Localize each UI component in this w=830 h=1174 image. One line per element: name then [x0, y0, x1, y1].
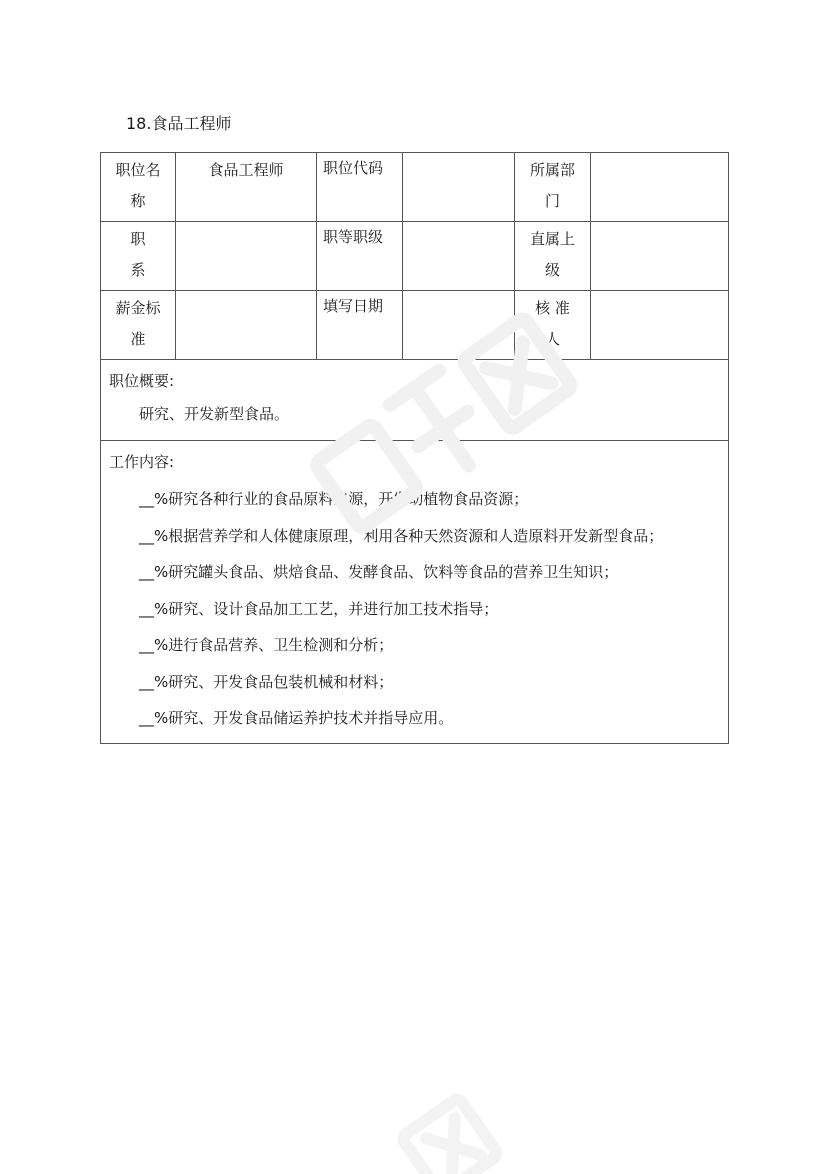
job-info-table — [100, 152, 729, 744]
table-row — [101, 153, 729, 222]
table-row — [101, 291, 729, 360]
salary-standard-value — [176, 291, 317, 360]
list-item: __%根据营养学和人体健康原理，利用各种天然资源和人造原料开发新型食品； — [139, 526, 664, 545]
list-item: __%研究、开发食品包装机械和材料； — [139, 672, 394, 691]
position-code-label: 职位代码 — [317, 153, 403, 222]
department-value — [591, 153, 729, 222]
list-item: __%研究各种行业的食品原料来源，开发动植物食品资源； — [139, 490, 529, 508]
department-label: 所属部 门 — [515, 153, 591, 222]
salary-standard-label: 薪金标 准 — [101, 291, 176, 360]
approver-value — [591, 291, 729, 360]
fill-date-value — [403, 291, 515, 360]
summary-row — [101, 360, 729, 441]
grade-level-label: 职等职级 — [317, 222, 403, 291]
fill-date-label: 填写日期 — [317, 291, 403, 360]
duty-list — [109, 481, 728, 737]
summary-label: 职位概要: — [109, 372, 175, 390]
position-code-value — [403, 153, 515, 222]
approver-label: 核 准 人 — [515, 291, 591, 360]
summary-section — [101, 360, 729, 441]
list-item: __%进行食品营养、卫生检测和分析； — [139, 636, 394, 654]
list-item: __%研究、开发食品储运养护技术并指导应用。 — [139, 709, 454, 727]
duties-row — [101, 441, 729, 744]
job-family-value — [176, 222, 317, 291]
grade-level-value — [403, 222, 515, 291]
list-item: __%研究、设计食品加工工艺，并进行加工技术指导； — [139, 599, 499, 618]
position-name-value: 食品工程师 — [176, 153, 317, 222]
job-family-label: 职 系 — [101, 222, 176, 291]
position-name-label: 职位名 称 — [101, 153, 176, 222]
table-row — [101, 222, 729, 291]
watermark-graphic-bottom — [360, 1060, 560, 1174]
duties-section — [101, 441, 729, 744]
document-title: 18.食品工程师 — [126, 114, 232, 133]
summary-text: 研究、开发新型食品。 — [139, 405, 290, 423]
direct-supervisor-value — [591, 222, 729, 291]
direct-supervisor-label: 直属上 级 — [515, 222, 591, 291]
duties-label: 工作内容: — [109, 453, 175, 471]
list-item: __%研究罐头食品、烘焙食品、发酵食品、饮料等食品的营养卫生知识； — [139, 563, 619, 581]
